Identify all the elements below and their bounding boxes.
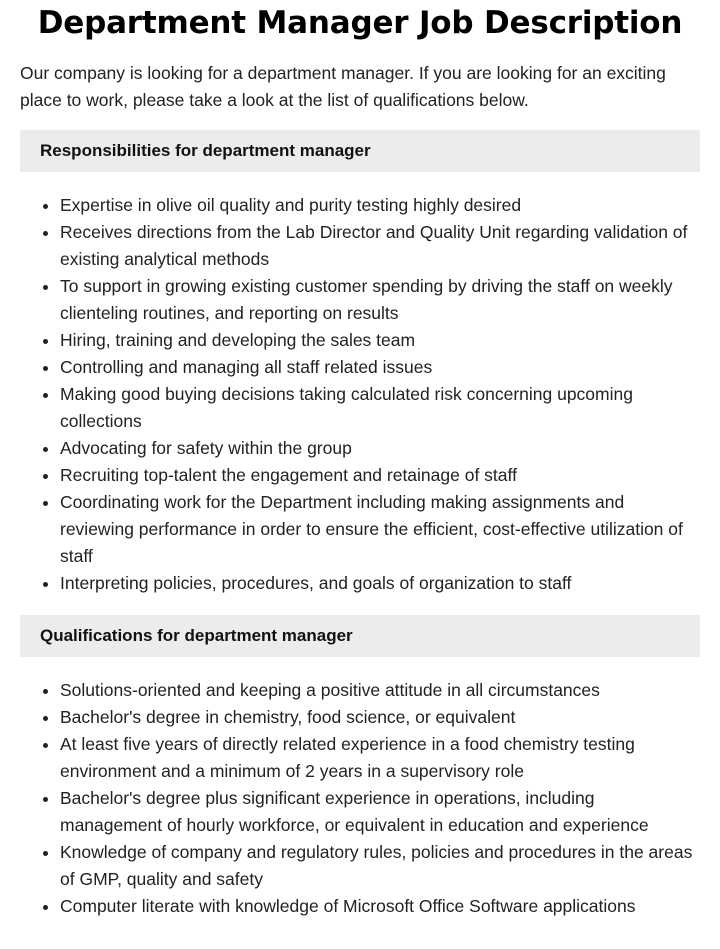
responsibilities-heading: Responsibilities for department manager: [20, 130, 700, 172]
page-title: Department Manager Job Description: [37, 5, 683, 41]
list-item: • Bachelor's degree plus significant experience in operations, including management of hourly workforce, or equivalent in education and experience: [60, 785, 700, 839]
list-item: • Making good buying decisions taking calculated risk concerning upcoming collections: [60, 381, 700, 435]
list-item: • Recruiting top-talent the engagement and retainage of staff: [60, 462, 700, 489]
list-item: • Coordinating work for the Department including making assignments and reviewing performance in order to ensure the efficient, cost-effective utilization of staff: [60, 489, 700, 570]
list-item: • Expertise in olive oil quality and purity testing highly desired: [60, 192, 700, 219]
list-item: • Advocating for safety within the group: [60, 435, 700, 462]
list-item: • Interpreting policies, procedures, and goals of organization to staff: [60, 570, 700, 597]
list-item: • Knowledge of company and regulatory rules, policies and procedures in the areas of GMP, quality and safety: [60, 839, 700, 893]
qualifications-list: [20, 677, 700, 920]
list-item: • Solutions-oriented and keeping a positive attitude in all circumstances: [60, 677, 700, 704]
list-item: • Controlling and managing all staff related issues: [60, 354, 700, 381]
list-item: • Receives directions from the Lab Director and Quality Unit regarding validation of existing analytical methods: [60, 219, 700, 273]
list-item: • Hiring, training and developing the sales team: [60, 327, 700, 354]
qualifications-heading: Qualifications for department manager: [20, 615, 700, 657]
list-item: • Computer literate with knowledge of Microsoft Office Software applications: [60, 893, 700, 920]
list-item: • At least five years of directly related experience in a food chemistry testing environment and a minimum of 2 years in a supervisory role: [60, 731, 700, 785]
responsibilities-list: [20, 192, 700, 597]
list-item: • To support in growing existing customer spending by driving the staff on weekly clienteling routines, and reporting on results: [60, 273, 700, 327]
intro-paragraph: Our company is looking for a department manager. If you are looking for an exciting place to work, please take a look at the list of qualifications below.: [20, 63, 666, 110]
list-item: • Bachelor's degree in chemistry, food science, or equivalent: [60, 704, 700, 731]
